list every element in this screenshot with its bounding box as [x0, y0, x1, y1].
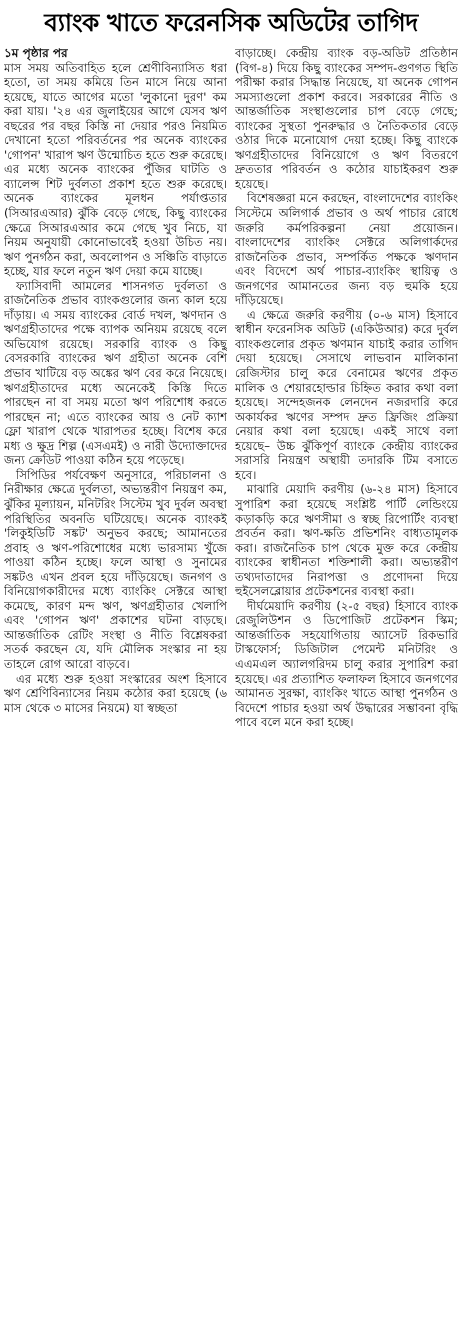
left-column [4, 46, 227, 730]
paragraph: সিপিডির পর্যবেক্ষণ অনুসারে, পরিচালনা ও নিরীক্ষার ক্ষেত্রে দুর্বলতা, অভ্যন্তরীণ নিয়ন্ত্রণ কম, ঝুঁকির মূল্যায়ন, মনিটরিং সিস্টেম খুব দুর্বল অবস্থা পরিস্থিতির অবনতি ঘটিয়েছে। অনেক ব্যাংকই 'লিকুইডিটি সঙ্কট' অনুভব করছে; আমানতের প্রবাহ ও ঋণ-পরিশোধের মধ্যে ভারসাম্য খুঁজে পাওয়া কঠিন হচ্ছে। ফলে আস্থা ও সুনামের সঙ্কটও এখন প্রবল হয়ে দাঁড়িয়েছে। জনগণ ও বিনিয়োগকারীদের মধ্যে ব্যাংকিং সেক্টরে আস্থা কমেছে, কারণ মন্দ ঋণ, ঋণগ্রহীতার খেলাপি এবং 'গোপন ঋণ' প্রকাশের ঘটনা বাড়ছে। আন্তর্জাতিক রেটিং সংস্থা ও নীতি বিশ্লেষকরা সতর্ক করছেন যে, যদি মৌলিক সংস্কার না হয় তাহলে রোগ আরো বাড়বে। [4, 467, 227, 671]
right-column [235, 46, 458, 730]
paragraph: দীর্ঘমেয়াদি করণীয় (২-৫ বছর) হিসাবে ব্যাংক রেজুলিউশন ও ডিপোজিট প্রটেকশন স্কিম; আন্তর্জাতিক সহযোগিতায় অ্যাসেট রিকভারি টাস্কফোর্স; ডিজিটাল পেমেন্ট মনিটরিং ও এএমএল অ্যালগরিদম চালু করার সুপারিশ করা হয়েছে। এর প্রত্যাশিত ফলাফল হিসাবে জনগণের আমানত সুরক্ষা, ব্যাংকিং খাতে আস্থা পুনর্গঠন ও বিদেশে পাচার হওয়া অর্থ উদ্ধারের সম্ভাবনা বৃদ্ধি পাবে বলে মনে করা হচ্ছে। [235, 598, 458, 730]
paragraph: বাড়াচ্ছে। কেন্দ্রীয় ব্যাংক বড়-অডিট প্রতিষ্ঠান (বিগ-৪) দিয়ে কিছু ব্যাংকের সম্পদ-গুণগত স্থিতি পরীক্ষা করার সিদ্ধান্ত নিয়েছে, যা অনেক গোপন সমস্যাগুলো প্রকাশ করবে। সরকারের নীতি ও আন্তর্জাতিক সংস্থাগুলোর চাপ বেড়ে গেছে; ব্যাংকের সুস্থতা পুনরুদ্ধার ও নৈতিকতার বেড়ে ওঠার দিকে মনোযোগ দেয়া হচ্ছে। কিছু ব্যাংকে ঋণগ্রহীতাদের বিনিয়োগে ও ঋণ বিতরণে দ্রুততার পরিবর্তন ও কঠোর যাচাইকরণ শুরু হয়েছে। [235, 46, 458, 191]
paragraph: এর মধ্যে শুরু হওয়া সংস্কারের অংশ হিসাবে ঋণ শ্রেণিবিন্যাসের নিয়ম কঠোর করা হয়েছে (৬ মাস থেকে ৩ মাসের নিয়মে) যা স্বচ্ছতা [4, 671, 227, 715]
article-body [4, 46, 458, 730]
paragraph: মাস সময় অতিবাহিত হলে শ্রেণীবিন্যাসিত ধরা হতো, তা সময় কমিয়ে তিন মাসে নিয়ে আনা হয়েছে, যাতে আগের মতো 'লুকানো দুরণ' কম করা যায়। '২৪ এর জুলাইয়ের আগে যেসব ঋণ বছরের পর বছর কিস্তি না দেয়ার পরও নিয়মিত দেখানো হতো পরিবর্তনের পর অনেক ব্যাংকের 'গোপন' খারাপ ঋণ উন্মোচিত হতে শুরু করেছে। এর মধ্যে অনেক ব্যাংকের পুঁজির ঘাটতি ও ব্যালেন্স শিট দুর্বলতা প্রকাশ হতে শুরু করেছে। অনেক ব্যাংকের মূলধন পর্যাপ্ততার (সিআরএআর) ঝুঁকি বেড়ে গেছে, কিছু ব্যাংকের ক্ষেত্রে সিআরএআর কমে গেছে খুব নিচে, যা নিয়ম অনুযায়ী কোনোভাবেই হওয়া উচিত নয়। ঋণ পুনর্গঠন করা, অবলোপন ও সঞ্চিতি বাড়াতে হচ্ছে, যার ফলে নতুন ঋণ দেয়া কমে যাচ্ছে। [4, 60, 227, 279]
paragraph: এ ক্ষেত্রে জরুরি করণীয় (০-৬ মাস) হিসাবে স্বাধীন ফরেনসিক অডিট (একিউআর) করে দুর্বল ব্যাংকগুলোর প্রকৃত ঋণমান যাচাই করার তাগিদ দেয়া হয়েছে। সেসাথে লাভবান মালিকানা রেজিস্টার চালু করে বেনামের ঋণের প্রকৃত মালিক ও শেয়ারহোল্ডার চিহ্নিত করার কথা বলা হয়েছে। সন্দেহজনক লেনদেন নজরদারি করে অকার্যকর ঋণের সম্পদ দ্রুত ফ্রিজিং প্রক্রিয়া নেয়ার কথা বলা হয়েছে। একই সাথে বলা হয়েছে– উচ্চ ঝুঁকিপূর্ণ ব্যাংকে কেন্দ্রীয় ব্যাংকের সরাসরি নিয়ন্ত্রণ অস্থায়ী তদারকি টিম বসাতে হবে। [235, 307, 458, 482]
continuation-label: ১ম পৃষ্ঠার পর [4, 46, 68, 60]
paragraph: ফ্যাসিবাদী আমলের শাসনগত দুর্বলতা ও রাজনৈতিক প্রভাব ব্যাংকগুলোর জন্য কাল হয়ে দাঁড়ায়। এ সময় ব্যাংকের বোর্ড দখল, ঋণদান ও ঋণগ্রহীতাদের পক্ষে ব্যাপক অনিয়ম রয়েছে বলে অভিযোগ রয়েছে। সরকারি ব্যাংক ও কিছু বেসরকারি ব্যাংকের ঋণ গ্রহীতা অনেক বেশি প্রভাব খাটিয়ে বড় অঙ্কের ঋণ বের করে নিয়েছে। ঋণগ্রহীতাদের মধ্যে অনেকেই কিস্তি দিতে পারছেন না বা সময় মতো ঋণ পরিশোধ করতে পারছেন না; এতে ব্যাংকের আয় ও নেট ক্যাশ ফ্লো খারাপ থেকে খারাপতর হচ্ছে। বিশেষ করে মধ্য ও ক্ষুদ্র শিল্প (এসএমই) ও নারী উদ্যোক্তাদের জন্য ক্রেডিট পাওয়া কঠিন হয়ে পড়েছে। [4, 278, 227, 468]
paragraph: মাঝারি মেয়াদি করণীয় (৬-২৪ মাস) হিসাবে সুপারিশ করা হয়েছে সংশ্লিষ্ট পার্টি লেন্ডিংয়ে কড়াকড়ি করে ঋণসীমা ও স্বচ্ছ রিপোর্টিং ব্যবস্থা প্রবর্তন করা। ঋণ-ক্ষতি প্রভিশনিং বাধ্যতামূলক করা। রাজনৈতিক চাপ থেকে মুক্ত করে কেন্দ্রীয় ব্যাংকের স্বাধীনতা শক্তিশালী করা। অভ্যন্তরীণ তথ্যদাতাদের নিরাপত্তা ও প্রণোদনা দিয়ে হুইসেলব্লোয়ার প্রটেকশনের ব্যবস্থা করা। [235, 482, 458, 599]
article-headline: ব্যাংক খাতে ফরেনসিক অডিটের তাগিদ [44, 8, 418, 37]
paragraph: বিশেষজ্ঞরা মনে করছেন, বাংলাদেশের ব্যাংকিং সিস্টেমে অলিগার্ক প্রভাব ও অর্থ পাচার রোধে জরুরি কর্মপরিকল্পনা নেয়া প্রয়োজন। বাংলাদেশের ব্যাংকিং সেক্টরে অলিগার্কদের রাজনৈতিক প্রভাব, সম্পর্কিত পক্ষকে ঋণদান এবং বিদেশে অর্থ পাচার-ব্যাংকিং স্থায়িত্ব ও জনগণের আমানতের জন্য বড় হুমকি হয়ে দাঁড়িয়েছে। [235, 191, 458, 308]
